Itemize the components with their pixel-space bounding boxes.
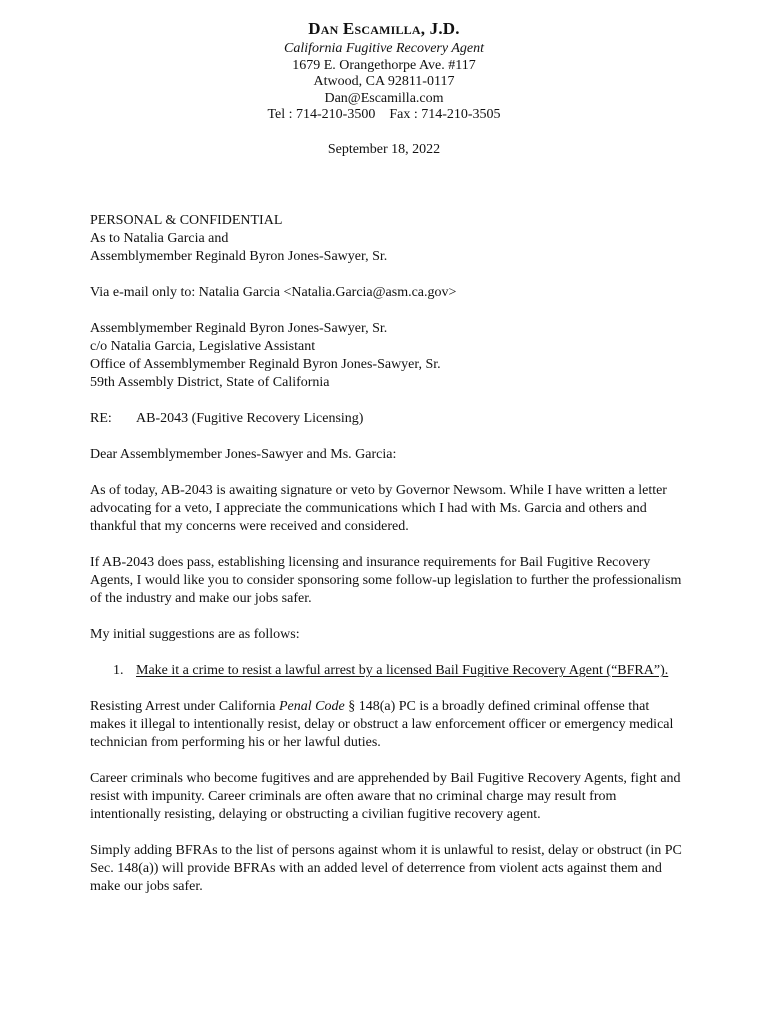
sender-email: Dan@Escamilla.com <box>324 90 444 106</box>
sender-address-line1: 1679 E. Orangethorpe Ave. #117 <box>292 57 476 73</box>
sender-tagline: California Fugitive Recovery Agent <box>284 41 484 56</box>
paragraph-5: Career criminals who become fugitives and are apprehended by Bail Fugitive Recovery Agents, fight and resist with impunity. Career criminals are often aware that no criminal charge may result from intentionally resisting, delaying or obstructing a civilian fugitive recovery agent. <box>90 771 681 822</box>
recipient-address-line3: Office of Assemblymember Reginald Byron Jones-Sawyer, Sr. <box>90 357 441 372</box>
confidential-notice: PERSONAL & CONFIDENTIAL <box>90 213 283 228</box>
recipient-address-line2: c/o Natalia Garcia, Legislative Assistant <box>90 339 316 354</box>
recipient-address-line4: 59th Assembly District, State of California <box>90 375 330 390</box>
suggestion-item-1 <box>90 662 682 680</box>
as-to-line2: Assemblymember Reginald Byron Jones-Sawyer, Sr. <box>90 249 388 264</box>
re-subject: AB-2043 (Fugitive Recovery Licensing) <box>136 411 364 426</box>
via-email-line: Via e-mail only to: Natalia Garcia <Natalia.Garcia@asm.ca.gov> <box>90 285 457 300</box>
sender-name: Dan Escamilla, J.D. <box>308 19 460 38</box>
letter-date: September 18, 2022 <box>327 142 441 157</box>
sender-address-line2: Atwood, CA 92811-0117 <box>313 74 455 89</box>
paragraph-4-after: § 148(a) PC is a broadly defined criminal offense that makes it illegal to intentionally resist, delay or obstruct a law enforcement officer or emergency medical technician from performing his or her lawful duties. <box>90 699 674 750</box>
paragraph-3: My initial suggestions are as follows: <box>90 627 300 642</box>
recipient-block <box>90 212 682 266</box>
paragraph-2: If AB-2043 does pass, establishing licensing and insurance requirements for Bail Fugitive Recovery Agents, I would like you to consider sponsoring some follow-up legislation to further the professionalism of the industry and make our jobs safer. <box>90 555 682 606</box>
recipient-address-line1: Assemblymember Reginald Byron Jones-Sawyer, Sr. <box>90 321 388 336</box>
suggestion-number: 1. <box>113 663 124 678</box>
letterhead <box>0 18 768 124</box>
penal-code-citation: Penal Code <box>278 699 345 714</box>
as-to-line1: As to Natalia Garcia and <box>90 231 229 246</box>
paragraph-6: Simply adding BFRAs to the list of persons against whom it is unlawful to resist, delay or obstruct (in PC Sec. 148(a)) will provide BFRAs with an added level of deterrence from violent acts against them and make our jobs safer. <box>90 843 682 894</box>
paragraph-4-before: Resisting Arrest under California <box>90 699 279 714</box>
re-line <box>90 410 682 428</box>
sender-phone-fax: Tel : 714-210-3500 Fax : 714-210-3505 <box>267 107 501 122</box>
paragraph-1: As of today, AB-2043 is awaiting signature or veto by Governor Newsom. While I have written a letter advocating for a veto, I appreciate the communications which I had with Ms. Garcia and others and thankful that my concerns were received and considered. <box>90 483 667 534</box>
recipient-address <box>90 320 682 392</box>
letter-body <box>90 212 682 914</box>
suggestion-text: Make it a crime to resist a lawful arrest by a licensed Bail Fugitive Recovery Agent (“BFRA”). <box>136 663 669 678</box>
paragraph-4 <box>90 698 682 752</box>
re-label: RE: <box>90 411 112 426</box>
salutation: Dear Assemblymember Jones-Sawyer and Ms. Garcia: <box>90 447 397 462</box>
